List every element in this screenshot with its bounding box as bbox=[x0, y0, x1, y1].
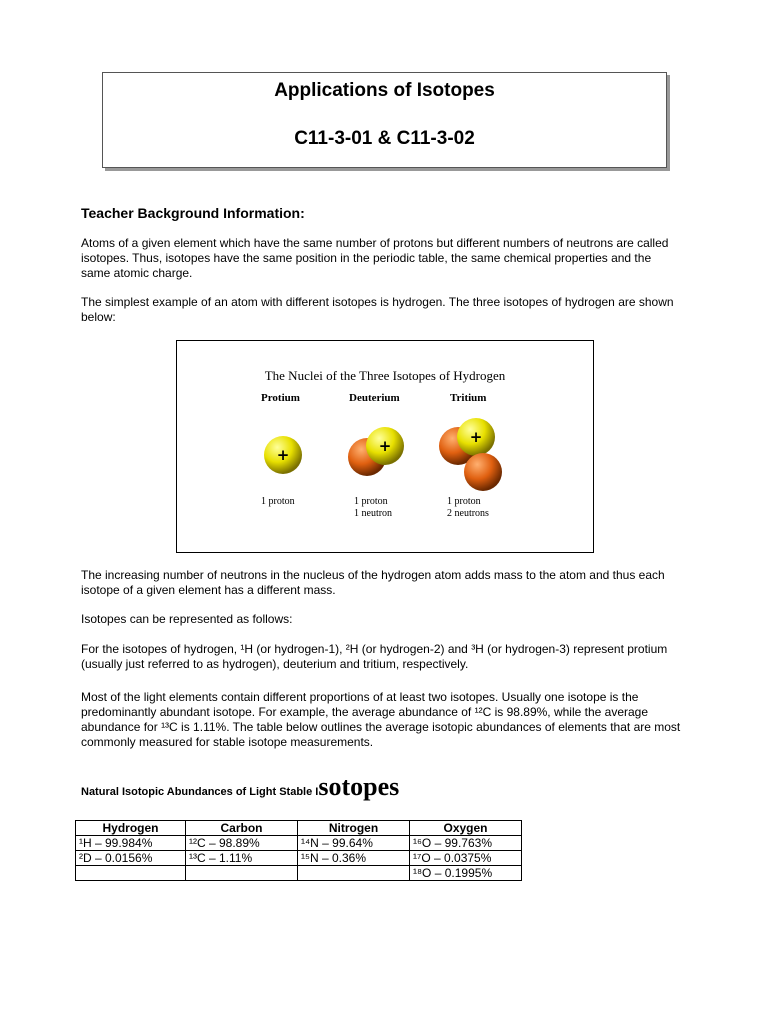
figure-title: The Nuclei of the Three Isotopes of Hydrogen bbox=[264, 368, 506, 383]
column-header: Nitrogen bbox=[298, 821, 410, 836]
paragraph-abundance: Most of the light elements contain different proportions of at least two isotopes. Usually one isotope is the predominantly abundant isotope. For example, the average abundance of ¹²C is 98.89%, while the average abundance for ¹³C is 1.11%. The table below outlines the average isotopic abundances of elements that are most commonly measured for stable isotope measurements. bbox=[81, 690, 681, 749]
table-cell: ²D – 0.0156% bbox=[76, 851, 186, 866]
abundance-table bbox=[75, 820, 522, 881]
document-code: C11-3-01 & C11-3-02 bbox=[294, 128, 475, 149]
table-cell bbox=[76, 866, 186, 881]
paragraph-representation: Isotopes can be represented as follows: bbox=[81, 612, 293, 626]
nuclei-illustration bbox=[177, 341, 593, 552]
plus-sign: + bbox=[469, 428, 483, 446]
table-row bbox=[76, 836, 522, 851]
paragraph-mass: The increasing number of neutrons in the nucleus of the hydrogen atom adds mass to the atom and thus each isotope of a given element has a different mass. bbox=[81, 568, 665, 597]
plus-sign: + bbox=[276, 446, 290, 464]
plus-sign: + bbox=[378, 437, 392, 455]
deuterium-caption: 1 proton 1 neutron bbox=[354, 496, 393, 519]
table-cell: ¹⁴N – 99.64% bbox=[298, 836, 410, 851]
table-cell: ¹⁷O – 0.0375% bbox=[410, 851, 522, 866]
tritium-caption: 1 proton 2 neutrons bbox=[447, 496, 489, 519]
table-row bbox=[76, 851, 522, 866]
title-box bbox=[102, 72, 667, 168]
paragraph-hydrogen-example: The simplest example of an atom with different isotopes is hydrogen. The three isotopes of hydrogen are shown below: bbox=[81, 295, 674, 324]
column-header: Carbon bbox=[186, 821, 298, 836]
table-cell: ¹³C – 1.11% bbox=[186, 851, 298, 866]
column-header: Hydrogen bbox=[76, 821, 186, 836]
table-cell bbox=[186, 866, 298, 881]
table-cell: ¹⁸O – 0.1995% bbox=[410, 866, 522, 881]
column-header: Oxygen bbox=[410, 821, 522, 836]
deuterium-label: Deuterium bbox=[349, 392, 400, 404]
paragraph-hydrogen-isotopes: For the isotopes of hydrogen, ¹H (or hydrogen-1), ²H (or hydrogen-2) and ³H (or hydrogen-3) represent protium (usually just referred to as hydrogen), deuterium and tritium, respectively. bbox=[81, 642, 668, 671]
table-header-row bbox=[76, 821, 522, 836]
table-cell: ¹²C – 98.89% bbox=[186, 836, 298, 851]
hydrogen-isotopes-figure bbox=[176, 340, 594, 553]
neutron-sphere bbox=[464, 453, 502, 491]
table-row bbox=[76, 866, 522, 881]
paragraph-definition: Atoms of a given element which have the same number of protons but different numbers of neutrons are called isotopes. Thus, isotopes have the same position in the periodic table, the same chemical properties and the same atomic charge. bbox=[81, 236, 669, 280]
section-heading: Teacher Background Information: bbox=[81, 205, 305, 221]
table-cell: ¹⁶O – 99.763% bbox=[410, 836, 522, 851]
table-cell bbox=[298, 866, 410, 881]
protium-label: Protium bbox=[261, 392, 300, 404]
tritium-label: Tritium bbox=[450, 392, 487, 404]
table-cell: ¹⁵N – 0.36% bbox=[298, 851, 410, 866]
table-title: Natural Isotopic Abundances of Light Stable Isotopes bbox=[81, 772, 400, 801]
document-title: Applications of Isotopes bbox=[274, 80, 495, 101]
protium-caption: 1 proton bbox=[261, 496, 295, 507]
table-cell: ¹H – 99.984% bbox=[76, 836, 186, 851]
